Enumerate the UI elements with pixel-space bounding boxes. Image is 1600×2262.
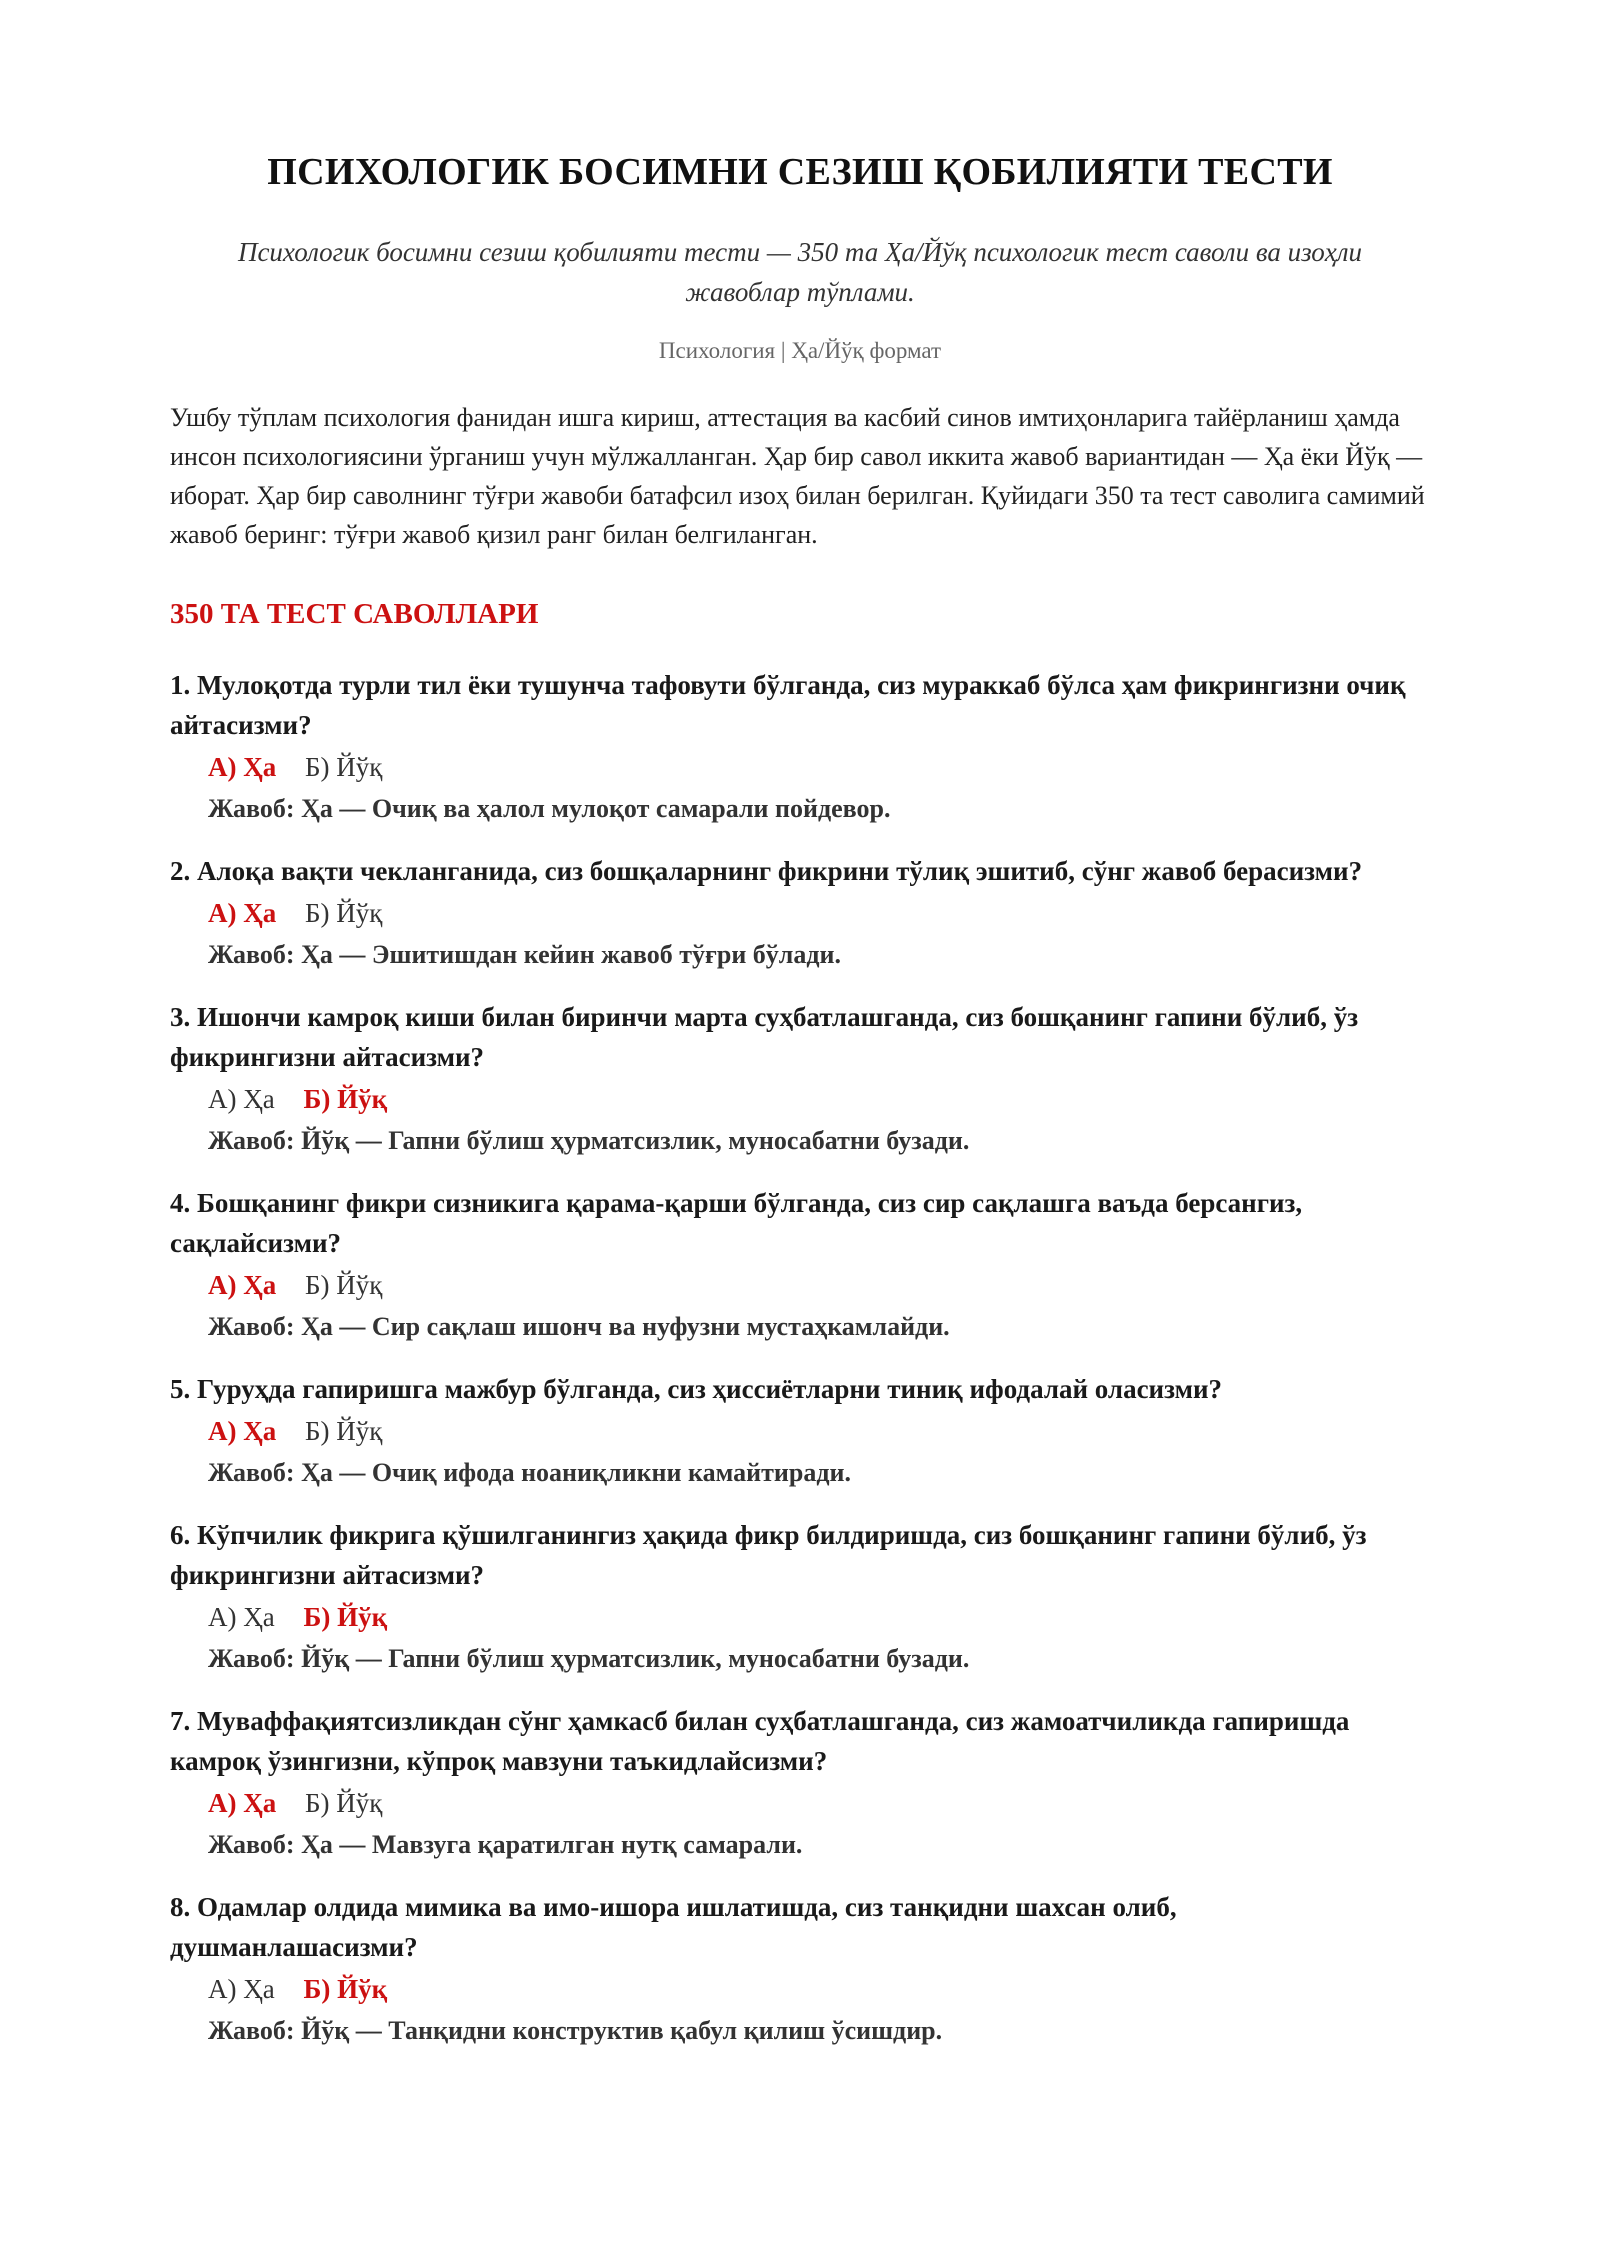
answer-explanation: Жавоб: Ҳа — Сир сақлаш ишонч ва нуфузни мустаҳкамлайди. xyxy=(208,1312,950,1341)
question-text: 2. Алоқа вақти чекланганида, сиз бошқаларнинг фикрини тўлиқ эшитиб, сўнг жавоб берасизми? xyxy=(170,856,1363,886)
question-item xyxy=(170,1515,1430,1679)
answer-explanation: Жавоб: Ҳа — Очиқ ва ҳалол мулоқот самарали пойдевор. xyxy=(208,794,891,823)
question-text: 3. Ишончи камроқ киши билан биринчи марта суҳбатлашганда, сиз бошқанинг гапини бўлиб, ўз фикрингизни айтасизми? xyxy=(170,1002,1359,1072)
option-yes: А) Ҳа xyxy=(208,1084,275,1114)
section-heading: 350 ТА ТЕСТ САВОЛЛАРИ xyxy=(170,598,539,630)
question-item xyxy=(170,1701,1430,1865)
answer-explanation: Жавоб: Ҳа — Очиқ ифода ноаниқликни камайтиради. xyxy=(208,1458,851,1487)
question-text: 1. Мулоқотда турли тил ёки тушунча тафовути бўлганда, сиз мураккаб бўлса ҳам фикрингизни очиқ айтасизми? xyxy=(170,670,1406,740)
option-no: Б) Йўқ xyxy=(303,1084,388,1114)
option-no: Б) Йўқ xyxy=(305,1416,383,1446)
option-no: Б) Йўқ xyxy=(303,1602,388,1632)
answer-options xyxy=(170,1967,1430,2011)
option-yes: А) Ҳа xyxy=(208,1788,277,1818)
question-item xyxy=(170,997,1430,1161)
question-item xyxy=(170,851,1430,975)
answer-options xyxy=(170,745,1430,789)
question-text: 6. Кўпчилик фикрига қўшилганингиз ҳақида фикр билдиришда, сиз бошқанинг гапини бўлиб, ўз фикрингизни айтасизми? xyxy=(170,1520,1367,1590)
option-no: Б) Йўқ xyxy=(303,1974,388,2004)
option-no: Б) Йўқ xyxy=(305,1270,383,1300)
answer-explanation: Жавоб: Йўқ — Гапни бўлиш ҳурматсизлик, муносабатни бузади. xyxy=(208,1644,970,1673)
option-yes: А) Ҳа xyxy=(208,1974,275,2004)
option-no: Б) Йўқ xyxy=(305,752,383,782)
answer-explanation: Жавоб: Йўқ — Танқидни конструктив қабул қилиш ўсишдир. xyxy=(208,2016,943,2045)
answer-explanation: Жавоб: Йўқ — Гапни бўлиш ҳурматсизлик, муносабатни бузади. xyxy=(208,1126,970,1155)
question-list xyxy=(170,665,1430,2051)
answer-explanation: Жавоб: Ҳа — Мавзуга қаратилган нутқ самарали. xyxy=(208,1830,803,1859)
option-yes: А) Ҳа xyxy=(208,1416,277,1446)
answer-explanation: Жавоб: Ҳа — Эшитишдан кейин жавоб тўғри бўлади. xyxy=(208,940,842,969)
intro-paragraph: Ушбу тўплам психология фанидан ишга кириш, аттестация ва касбий синов имтиҳонларига тайёрланиш ҳамда инсон психологиясини ўрганиш учун мўлжалланган. Ҳар бир савол иккита жавоб вариантидан — Ҳа ёки Йўқ — иборат. Ҳар бир саволнинг тўғри жавоби батафсил изоҳ билан берилган. Қуйидаги 350 та тест саволига самимий жавоб беринг: тўғри жавоб қизил ранг билан белгиланган. xyxy=(170,403,1425,549)
question-item xyxy=(170,665,1430,829)
document-meta: Психология | Ҳа/Йўқ формат xyxy=(658,338,942,363)
answer-options xyxy=(170,891,1430,935)
document-subtitle: Психологик босимни сезиш қобилияти тести — 350 та Ҳа/Йўқ психологик тест саволи ва изоҳли жавоблар тўплами. xyxy=(237,237,1363,307)
answer-options xyxy=(170,1409,1430,1453)
answer-options xyxy=(170,1781,1430,1825)
answer-options xyxy=(170,1595,1430,1639)
document-title: ПСИХОЛОГИК БОСИМНИ СЕЗИШ ҚОБИЛИЯТИ ТЕСТИ xyxy=(267,151,1333,193)
question-text: 7. Муваффақиятсизликдан сўнг ҳамкасб билан суҳбатлашганда, сиз жамоатчиликда гапиришда камроқ ўзингизни, кўпроқ мавзуни таъкидлайсизми? xyxy=(170,1706,1350,1776)
option-yes: А) Ҳа xyxy=(208,898,277,928)
option-yes: А) Ҳа xyxy=(208,752,277,782)
question-item xyxy=(170,1369,1430,1493)
answer-options xyxy=(170,1077,1430,1121)
option-yes: А) Ҳа xyxy=(208,1602,275,1632)
question-text: 5. Гуруҳда гапиришга мажбур бўлганда, сиз ҳиссиётларни тиниқ ифодалай оласизми? xyxy=(170,1374,1223,1404)
question-item xyxy=(170,1183,1430,1347)
question-text: 4. Бошқанинг фикри сизникига қарама-қарши бўлганда, сиз сир сақлашга ваъда берсангиз, сақлайсизми? xyxy=(170,1188,1303,1258)
option-no: Б) Йўқ xyxy=(305,1788,383,1818)
question-item xyxy=(170,1887,1430,2051)
option-yes: А) Ҳа xyxy=(208,1270,277,1300)
question-text: 8. Одамлар олдида мимика ва имо-ишора ишлатишда, сиз танқидни шахсан олиб, душманлашасизми? xyxy=(170,1892,1177,1962)
option-no: Б) Йўқ xyxy=(305,898,383,928)
answer-options xyxy=(170,1263,1430,1307)
